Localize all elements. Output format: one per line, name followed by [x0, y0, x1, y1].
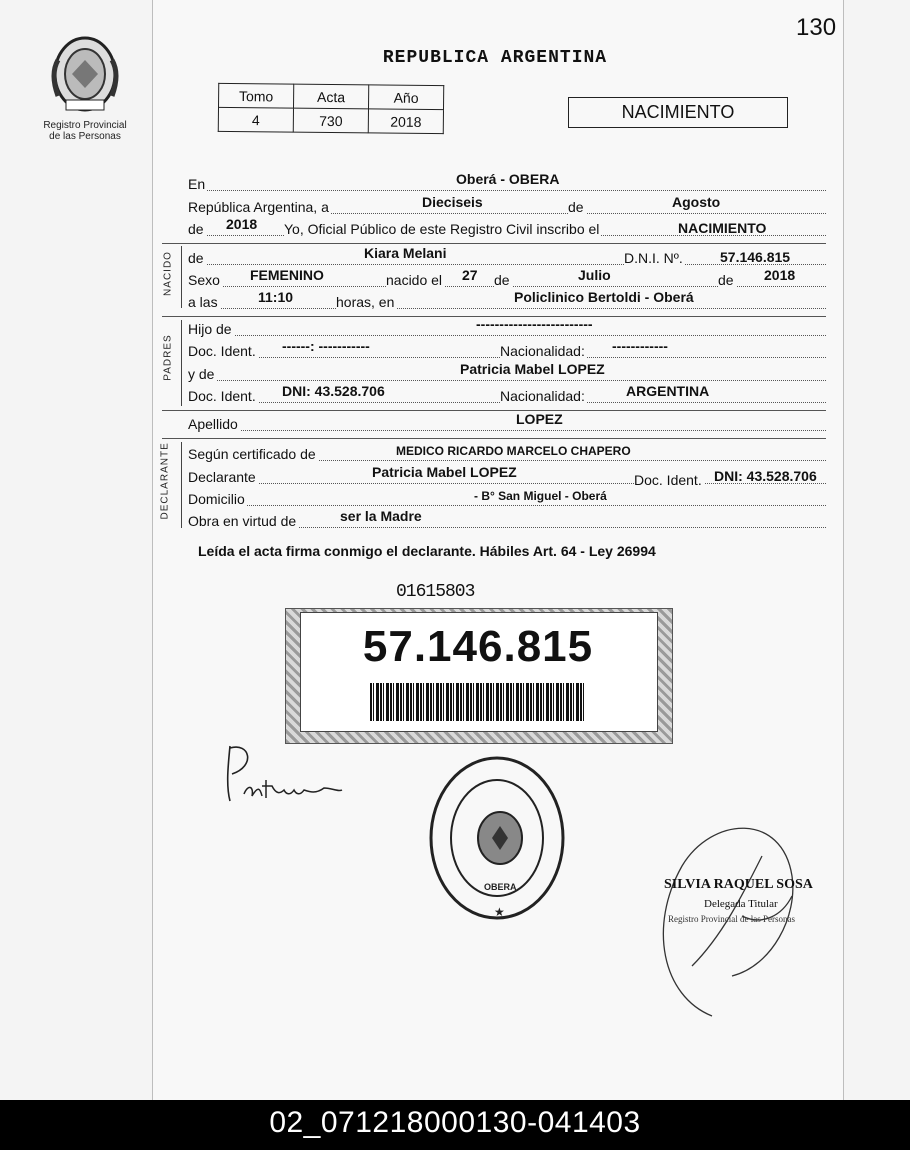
padres-bar [181, 320, 182, 406]
nacido-bar [181, 246, 182, 308]
certificate-label: Según certificado de [188, 446, 316, 462]
nacido-section-label: NACIDO [162, 251, 174, 296]
reason-line [188, 508, 826, 530]
reason-label: Obra en virtud de [188, 513, 297, 529]
mother-nationality-label: Nacionalidad: [500, 388, 585, 404]
nacido-label: nacido el [386, 272, 443, 288]
tomo-header: Tomo [219, 83, 294, 108]
father-nationality-label: Nacionalidad: [500, 343, 585, 359]
declarante-bar [181, 442, 182, 528]
declarant-label: Declarante [188, 469, 256, 485]
surname-value: LOPEZ [516, 411, 563, 427]
declarant-signature [200, 736, 350, 806]
official-role: Delegada Titular [704, 898, 778, 910]
child-dni: 57.146.815 [720, 249, 791, 265]
father-line [188, 316, 826, 338]
act-type: NACIMIENTO [678, 220, 767, 236]
birth-de-2: de [718, 272, 734, 288]
horas-label: horas, en [336, 294, 395, 310]
date-de-1: de [568, 199, 584, 215]
section-divider [162, 438, 826, 439]
birth-de-1: de [494, 272, 510, 288]
date-line [188, 194, 826, 216]
act-line [188, 216, 826, 238]
reason-value: ser la Madre [340, 508, 422, 524]
birth-time: 11:10 [258, 289, 294, 305]
certificate-line [188, 445, 826, 463]
page-number: 130 [796, 14, 837, 41]
acta-header: Acta [294, 84, 369, 109]
mother-doc-label: Doc. Ident. [188, 388, 256, 404]
mother-doc-line [188, 383, 826, 405]
issuer-line-2: de las Personas [49, 131, 121, 142]
father-doc-value: ------: ----------- [282, 338, 370, 354]
legal-statement: Leída el acta firma conmigo el declarante. Hábiles Art. 64 - Ley 26994 [198, 543, 656, 559]
place-line [188, 171, 826, 193]
provincial-coat-of-arms-logo [44, 30, 126, 116]
child-name: Kiara Melani [364, 245, 447, 261]
yde-label: y de [188, 366, 215, 382]
footer-document-id: 02_071218000130-041403 [269, 1106, 641, 1139]
register-table [218, 83, 445, 134]
date-de-2: de [188, 221, 204, 237]
section-divider [162, 243, 826, 244]
alas-label: a las [188, 294, 218, 310]
birth-day: 27 [462, 267, 478, 283]
child-name-line [188, 245, 826, 267]
registry-seal [422, 750, 572, 930]
sex-birth-line [188, 267, 826, 289]
official-name: SILVIA RAQUEL SOSA [664, 877, 813, 892]
seal-city: OBERA [484, 882, 517, 892]
certificate-value: MEDICO RICARDO MARCELO CHAPERO [396, 444, 631, 458]
declarant-doc-label: Doc. Ident. [634, 472, 702, 488]
padres-section-label: PADRES [162, 334, 174, 381]
tomo-value: 4 [218, 107, 293, 132]
record-type-box: NACIMIENTO [568, 97, 788, 128]
section-divider [162, 410, 826, 411]
declarant-name: Patricia Mabel LOPEZ [372, 464, 517, 480]
country-title: REPUBLICA ARGENTINA [382, 48, 608, 68]
birth-year: 2018 [764, 267, 796, 283]
sexo-label: Sexo [188, 272, 220, 288]
mother-line [188, 361, 826, 383]
sticker-id-number: 57.146.815 [362, 622, 594, 671]
date-year: 2018 [226, 216, 258, 232]
registrar-text: Yo, Oficial Público de este Registro Civil inscribo el [284, 221, 600, 237]
child-de-label: de [188, 250, 204, 266]
father-doc-line [188, 338, 826, 360]
declarante-section-label: DECLARANTE [159, 442, 171, 520]
father-name: ------------------------- [476, 316, 593, 332]
anio-header: Año [368, 85, 443, 110]
declarant-line [188, 464, 826, 488]
mother-doc-value: DNI: 43.528.706 [282, 383, 385, 399]
birth-month: Julio [578, 267, 611, 283]
issuer-name [20, 120, 150, 142]
child-sex: FEMENINO [250, 267, 324, 283]
birth-place: Policlinico Bertoldi - Oberá [514, 289, 694, 305]
date-prefix: República Argentina, a [188, 199, 329, 215]
seal-star: ★ [494, 905, 505, 919]
address-line [188, 490, 826, 508]
hijo-label: Hijo de [188, 321, 232, 337]
place-label: En [188, 176, 206, 192]
surname-line [188, 411, 826, 433]
official-organization: Registro Provincial de las Personas [668, 914, 795, 924]
place-value: Oberá - OBERA [456, 171, 560, 187]
acta-value: 730 [293, 108, 368, 133]
father-doc-label: Doc. Ident. [188, 343, 256, 359]
control-number: 01615803 [396, 582, 475, 602]
time-place-line [188, 289, 826, 311]
address-label: Domicilio [188, 491, 245, 507]
declarant-doc-value: DNI: 43.528.706 [714, 468, 817, 484]
address-value: - B° San Miguel - Oberá [474, 489, 607, 503]
apellido-label: Apellido [188, 416, 238, 432]
date-month: Agosto [672, 194, 721, 210]
footer-bar [0, 1100, 910, 1150]
mother-name: Patricia Mabel LOPEZ [460, 361, 605, 377]
date-day: Dieciseis [422, 194, 483, 210]
issuer-line-1: Registro Provincial [43, 120, 127, 131]
barcode [370, 683, 586, 721]
anio-value: 2018 [368, 109, 443, 134]
mother-nationality: ARGENTINA [626, 383, 710, 399]
dni-label: D.N.I. Nº. [624, 250, 683, 266]
father-nationality: ------------ [612, 338, 668, 354]
